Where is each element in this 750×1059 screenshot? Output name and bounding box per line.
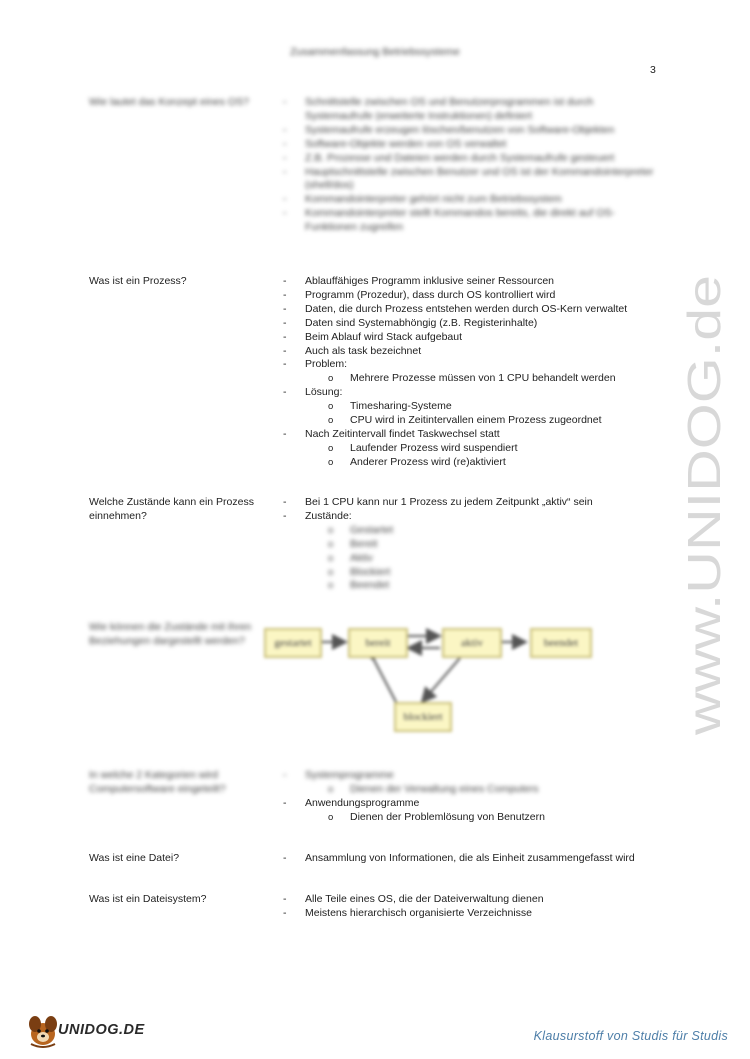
sub-list-item: o Mehrere Prozesse müssen von 1 CPU behandelt werden <box>283 372 663 386</box>
answer-list-dateisystem <box>283 893 663 921</box>
question-dateisystem: Was ist ein Dateisystem? <box>89 893 207 905</box>
sub-list-item: o Bereit <box>283 538 663 552</box>
state-node-bereit: bereit <box>348 628 408 658</box>
list-item: - Nach Zeitintervall findet Taskwechsel statt <box>283 428 663 442</box>
list-item: - Daten, die durch Prozess entstehen werden durch OS-Kern verwaltet <box>283 303 663 317</box>
list-item: - Beim Ablauf wird Stack aufgebaut <box>283 331 663 345</box>
watermark <box>662 270 742 740</box>
list-item: - Meistens hierarchisch organisierte Verzeichnisse <box>283 907 663 921</box>
unidog-logo <box>25 1010 165 1050</box>
question-software-kategorien: In welche 2 Kategorien wird Computersoftware eingeteilt? <box>89 769 226 795</box>
list-item: - Zustände: <box>283 510 663 524</box>
question-os-concept: Wie lautet das Konzept eines OS? <box>89 96 249 108</box>
list-item: - Ablauffähiges Programm inklusive seiner Ressourcen <box>283 275 663 289</box>
answer-list-software-kategorien <box>283 769 663 825</box>
sub-list-item: o Beendet <box>283 579 663 593</box>
sub-list-item: o Dienen der Verwaltung eines Computers <box>283 783 663 797</box>
list-item: - Ansammlung von Informationen, die als Einheit zusammengefasst wird <box>283 852 663 866</box>
answer-list-zustaende <box>283 496 663 593</box>
list-item: - Bei 1 CPU kann nur 1 Prozess zu jedem Zeitpunkt „aktiv“ sein <box>283 496 663 510</box>
svg-text:www.UNIDOG.de: www.UNIDOG.de <box>678 377 730 735</box>
footer-tagline: Klausurstoff von Studis für Studis <box>533 1029 728 1043</box>
list-item: - Kommandointerpreter gehört nicht zum Betriebssystem <box>283 193 663 207</box>
sub-list-item: o Gestartet <box>283 524 663 538</box>
list-item: - Systemaufrufe erzeugen löschen/benutzen von Software-Objekten <box>283 124 663 138</box>
state-node-aktiv: aktiv <box>442 628 502 658</box>
state-node-beendet: beendet <box>530 628 592 658</box>
list-item: - Software-Objekte werden von OS verwaltet <box>283 138 663 152</box>
list-item: - Hauptschnittstelle zwischen Benutzer und OS ist der Kommandointerpreter (shell/dos) <box>283 166 663 194</box>
sub-list-item: o Anderer Prozess wird (re)aktiviert <box>283 456 663 470</box>
question-diagram: Wie können die Zustände mit ihren Beziehungen dargestellt werden? <box>89 621 252 647</box>
list-item: - Systemprogramme <box>283 769 663 783</box>
question-prozess: Was ist ein Prozess? <box>89 275 187 287</box>
answer-list-datei <box>283 852 663 866</box>
sub-list-item: o Dienen der Problemlösung von Benutzern <box>283 811 663 825</box>
list-item: - Kommandointerpreter stellt Kommandos bereits, die direkt auf OS-Funktionen zugreifen <box>283 207 663 235</box>
question-datei: Was ist eine Datei? <box>89 852 180 864</box>
question-zustaende: Welche Zustände kann ein Prozess einnehmen? <box>89 496 254 522</box>
logo-text: UNIDOG.DE <box>58 1022 145 1038</box>
list-item: - Anwendungsprogramme <box>283 797 663 811</box>
sub-list-item: o Blockiert <box>283 566 663 580</box>
sub-list-item: o Laufender Prozess wird suspendiert <box>283 442 663 456</box>
answer-list-prozess <box>283 275 663 470</box>
state-node-blockiert: blockiert <box>394 702 452 732</box>
sub-list-item: o Aktiv <box>283 552 663 566</box>
sub-list-item: o Timesharing-Systeme <box>283 400 663 414</box>
document-title: Zusammenfassung Betriebssysteme <box>290 46 460 58</box>
list-item: - Alle Teile eines OS, die der Dateiverwaltung dienen <box>283 893 663 907</box>
answer-list-os-concept <box>283 96 663 235</box>
list-item: - Daten sind Systemabhöngig (z.B. Registerinhalte) <box>283 317 663 331</box>
list-item: - Z.B. Prozesse und Dateien werden durch Systemaufrufe gesteuert <box>283 152 663 166</box>
list-item: - Lösung: <box>283 386 663 400</box>
page-number: 3 <box>650 64 656 76</box>
list-item: - Problem: <box>283 358 663 372</box>
state-node-gestartet: gestartet <box>264 628 322 658</box>
sub-list-item: o CPU wird in Zeitintervallen einem Prozess zugeordnet <box>283 414 663 428</box>
state-diagram <box>262 620 662 745</box>
list-item: - Programm (Prozedur), dass durch OS kontrolliert wird <box>283 289 663 303</box>
list-item: - Schnittstelle zwischen OS und Benutzerprogrammen ist durch Systemaufrufe (erweiterte Instruktionen) definiert <box>283 96 663 124</box>
list-item: - Auch als task bezeichnet <box>283 345 663 359</box>
watermark-graphic <box>662 270 742 740</box>
